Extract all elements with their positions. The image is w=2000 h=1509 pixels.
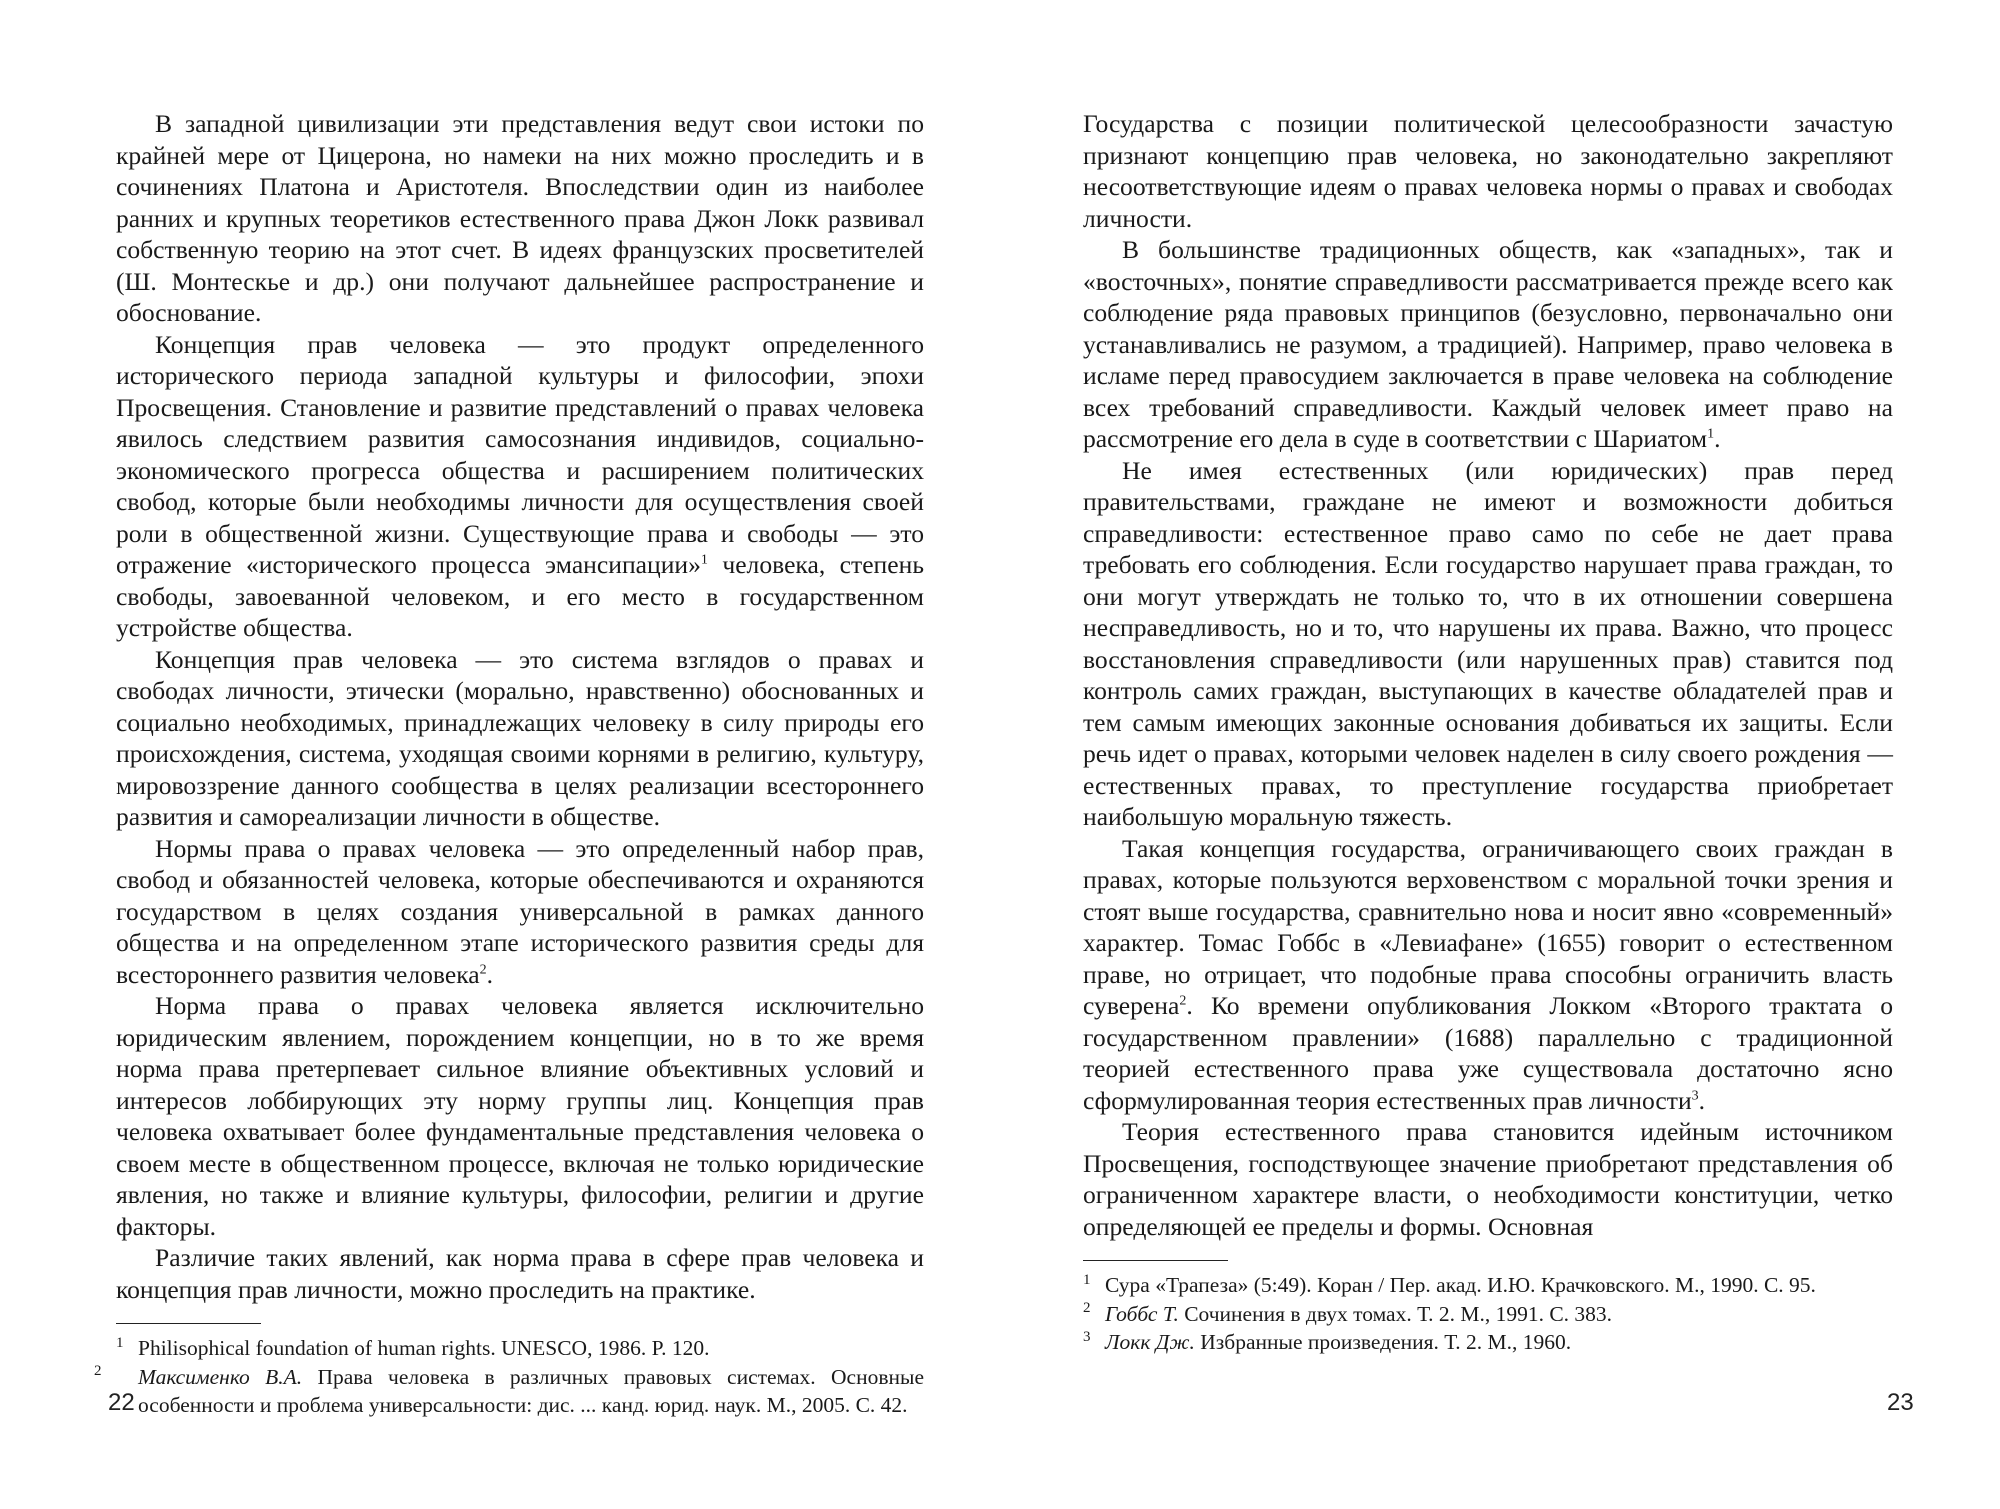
footnote-text: Philisophical foundation of human rights. UNESCO, 1986. P. 120. bbox=[138, 1336, 710, 1360]
footnote-mark: 2 bbox=[1179, 993, 1187, 1009]
footnote-author: Гоббс Т. bbox=[1105, 1301, 1179, 1326]
paragraph-text: . bbox=[1714, 424, 1721, 453]
paragraph bbox=[1083, 833, 1893, 1117]
paragraph-text: Нормы права о правах человека — это определенный набор прав, свобод и обязанностей человека, которые обеспечиваются и охраняются государством в целях создания универсальной в рамках данного общества и на определенном этапе исторического развития среды для всестороннего развития человека bbox=[116, 833, 924, 989]
page-number: 22 bbox=[108, 1389, 135, 1416]
paragraph-text: . Ко времени опубликования Локком «Второго трактата о государственном правлении» (1688) параллельно с традиционной теорией естественного права уже существовала достаточно ясно сформулированная теория естественных прав личности bbox=[1083, 991, 1893, 1115]
footnote-mark: 1 bbox=[1707, 426, 1715, 442]
left-body-text bbox=[116, 108, 924, 1305]
paragraph-text: человека, степень свободы, завоеванной человеком, и его место в государственном устройстве общества. bbox=[116, 550, 924, 642]
footnote-mark: 1 bbox=[700, 552, 708, 568]
paragraph-text: В большинстве традиционных обществ, как «западных», так и «восточных», понятие справедливости рассматривается прежде всего как соблюдение ряда правовых принципов (безусловно, первоначально они устанавливались не разумом, а традицией). Например, право человека в исламе перед правосудием заключается в праве человека на соблюдение всех требований справедливости. Каждый человек имеет право на рассмотрение его дела в суде в соответствии с Шариатом bbox=[1083, 235, 1893, 453]
paragraph bbox=[116, 329, 924, 644]
footnote-mark: 3 bbox=[1691, 1087, 1699, 1103]
paragraph bbox=[1083, 234, 1893, 455]
paragraph: В западной цивилизации эти представления ведут свои истоки по крайней мере от Цицерона, но намеки на них можно проследить и в сочинениях Платона и Аристотеля. Впоследствии один из наиболее ранних и крупных теоретиков естественного права Джон Локк развивал собственную теорию на этот счет. В идеях французских просветителей (Ш. Монтескье и др.) они получают дальнейшее распространение и обоснование. bbox=[116, 109, 924, 327]
paragraph-text: . bbox=[1698, 1085, 1706, 1115]
footnote-author: Локк Дж. bbox=[1105, 1330, 1195, 1354]
paragraph-text: Концепция прав человека — это продукт определенного исторического периода западной культуры и философии, эпохи Просвещения. Становление и развитие представлений о правах человека явилось следствием развития самосознания индивидов, социально-экономического прогресса общества и расширением политических свобод, которые были необходимы личности для осуществления своей роли в общественной жизни. Существующие права и свободы — это отражение «исторического процесса эмансипации» bbox=[116, 329, 924, 579]
footnote: 3 Локк Дж. Избранные произведения. Т. 2. М., 1960. bbox=[1083, 1328, 1572, 1354]
paragraph: Теория естественного права становится идейным источником Просвещения, господствующее значение приобретают представления об ограниченном характере власти, о необходимости конституции, четко определяющей ее пределы и формы. Основная bbox=[1083, 1117, 1893, 1241]
left-footnotes bbox=[94, 1334, 924, 1420]
paragraph: Государства с позиции политической целесообразности зачастую признают концепцию прав человека, но законодательно закрепляют несоответствующие идеям о правах человека нормы о правах и свободах личности. bbox=[1083, 109, 1893, 233]
right-page bbox=[1000, 0, 2000, 1509]
footnote: 2 Гоббс Т. Сочинения в двух томах. Т. 2. М., 1991. С. 383. bbox=[1083, 1300, 1613, 1326]
page-number: 23 bbox=[1887, 1389, 1914, 1416]
footnote-divider bbox=[1083, 1260, 1228, 1261]
paragraph: Норма права о правах человека является исключительно юридическим явлением, порождением концепции, но в то же время норма права претерпевает сильное влияние объективных условий и интересов лоббирующих эту норму группы лиц. Концепция прав человека охватывает более фундаментальные представления человека о своем месте в общественном процессе, включая не только юридические явления, но также и влияние культуры, философии, религии и другие факторы. bbox=[116, 991, 924, 1241]
right-footnotes bbox=[1083, 1271, 1893, 1357]
footnote-mark: 2 bbox=[479, 961, 487, 977]
paragraph: Различие таких явлений, как норма права в сфере прав человека и концепция прав личности, можно проследить на практике. bbox=[116, 1243, 924, 1304]
footnote-text: Права человека в различных правовых системах. Основные особенности и проблема универсальности: дис. ... канд. юрид. наук. М., 2005. С. 42. bbox=[138, 1364, 924, 1417]
paragraph-text: Такая концепция государства, ограничивающего своих граждан в правах, которые пользуются верховенством с моральной точки зрения и стоят выше государства, сравнительно нова и носит явно «современный» характер. Томас Гоббс в «Левиафане» (1655) говорит о естественном праве, но отрицает, что подобные права способны ограничить власть суверена bbox=[1083, 833, 1893, 1020]
paragraph: Концепция прав человека — это система взглядов о правах и свободах личности, этически (морально, нравственно) обоснованных и социально необходимых, принадлежащих человеку в силу природы его происхождения, система, уходящая своими корнями в религию, культуру, мировоззрение данного сообщества в целях реализации всестороннего развития и самореализации личности в обществе. bbox=[116, 644, 924, 831]
paragraph: Не имея естественных (или юридических) прав перед правительствами, граждане не имеют и возможности добиться справедливости: естественное право само по себе не дает права требовать его соблюдения. Если государство нарушает права граждан, то они могут утверждать не только то, что в их отношении совершена несправедливость, но и то, что нарушены их права. Важно, что процесс восстановления справедливости (или нарушенных прав) ставится под контроль самих граждан, выступающих в качестве обладателей прав и тем самым имеющих законные основания добиваться их защиты. Если речь идет о правах, которыми человек наделен в силу своего рождения — естественных правах, то преступление государства приобретает наибольшую моральную тяжесть. bbox=[1083, 455, 1893, 831]
footnote: 1 Сура «Трапеза» (5:49). Коран / Пер. акад. И.Ю. Крачковского. М., 1990. С. 95. bbox=[1083, 1271, 1816, 1297]
left-column bbox=[94, 108, 924, 1420]
footnote-text: Сочинения в двух томах. Т. 2. М., 1991. С. 383. bbox=[1178, 1301, 1613, 1326]
footnote-author: Максименко В.А. bbox=[138, 1364, 303, 1389]
paragraph-text: . bbox=[486, 959, 494, 989]
footnote-text: Избранные произведения. Т. 2. М., 1960. bbox=[1194, 1330, 1572, 1354]
footnote-text: Сура «Трапеза» (5:49). Коран / Пер. акад. И.Ю. Крачковского. М., 1990. С. 95. bbox=[1105, 1273, 1816, 1297]
footnote: 1 Philisophical foundation of human rights. UNESCO, 1986. P. 120. bbox=[116, 1334, 710, 1360]
right-body-text bbox=[1083, 108, 1893, 1242]
right-column bbox=[1083, 108, 1893, 1357]
paragraph bbox=[116, 833, 924, 991]
footnote-divider bbox=[116, 1323, 261, 1324]
footnote: 2 Максименко В.А. Права человека в различных правовых системах. Основные особенности и проблема универсальности: дис. ... канд. юрид. наук. М., 2005. С. 42. bbox=[94, 1363, 924, 1417]
